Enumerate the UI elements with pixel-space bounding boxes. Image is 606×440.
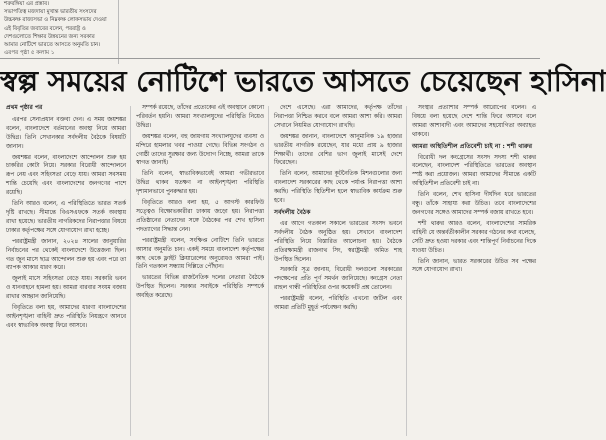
article-column-1 bbox=[6, 104, 126, 440]
text-line: সভাপতিত্ব মজদায়া মুখান্ত ভারতীয় সংসদের bbox=[4, 9, 97, 16]
paragraph: তিনি বলেন, আমাদের কূটনৈতিক মিশনগুলোর জন্য বাংলাদেশ সরকারের কাছ থেকে পর্যাপ্ত নিরাপত্তা আশা করছি। পরিস্থিতি স্থিতিশীল হলে স্বাভাবিক কার্যক্রম শুরু হবে। bbox=[274, 171, 402, 205]
continuation-note: এরপর পৃষ্ঠা ৫ কলাম ১ bbox=[4, 50, 55, 56]
paragraph: এর আগে গতকাল সকালে ভারতের সংসদ ভবনে সর্বদলীয় বৈঠক অনুষ্ঠিত হয়। সেখানে বাংলাদেশ পরিস্থিতি নিয়ে বিস্তারিত আলোচনা হয়। বৈঠকে প্রতিরক্ষামন্ত্রী রাজনাথ সিং, স্বরাষ্ট্রমন্ত্রী অমিত শাহ উপস্থিত ছিলেন। bbox=[274, 220, 402, 263]
article-column-4 bbox=[412, 104, 536, 440]
continuation-label: প্রথম পৃষ্ঠার পর bbox=[6, 104, 43, 111]
paragraph: বিবৃতিতে আরও বলা হয়, ৫ আগস্ট কারফিউ সত্ত্বেও বিক্ষোভকারীরা ঢাকায় জড়ো হয়। নিরাপত্তা প্রতিষ্ঠানের নেতাদের সঙ্গে বৈঠকের পর শেখ হাসিনা পদত্যাগের সিদ্ধান্ত নেন। bbox=[136, 200, 264, 233]
paragraph: পররাষ্ট্রমন্ত্রী বলেন, সংক্ষিপ্ত নোটিশে তিনি ভারতে আসার অনুমতি চান। একই সময়ে বাংলাদেশ কর্তৃপক্ষের কাছ থেকে ফ্লাইট ক্লিয়ারেন্সের অনুরোধও আমরা পাই। তিনি গতকাল সন্ধ্যায় দিল্লিতে পৌঁছান। bbox=[136, 237, 264, 271]
paragraph: তিনি বলেন, শেখ হাসিনা দীর্ঘদিন ধরে ভারতের বন্ধু। তাঁকে সাহায্য করা উচিত। তবে বাংলাদেশের জনগণের সঙ্গেও আমাদের সম্পর্ক বজায় রাখতে হবে। bbox=[412, 192, 536, 216]
text-line: আমার নোটিশে ভারতে আসতে অনুমতি চান। bbox=[4, 42, 101, 49]
section-divider bbox=[0, 58, 540, 59]
previous-article-column bbox=[4, 0, 112, 49]
paragraph: জয়শঙ্কর বলেন, বহু জায়গায় সংখ্যালঘুদের ব্যবসা ও মন্দিরে হামলার খবর পাওয়া গেছে। বিভিন্ন সংগঠন ও গোষ্ঠী তাদের সুরক্ষার জন্য উদ্যোগ নিচ্ছে, আমরা তাকে স্বাগত জানাই। bbox=[136, 133, 264, 167]
previous-article-strip bbox=[0, 0, 540, 66]
text-line: দেশগুলোতে শিক্ষার উন্নয়নের জন্য সরকার bbox=[4, 33, 95, 40]
paragraph: জয়শঙ্কর বলেন, বাংলাদেশে আন্দোলন শুরু হয় চাকরির কোটা নিয়ে। সরকার বিরোধী আন্দোলনে রূপ নেয় এবং সহিংসতা বেড়ে যায়। আমরা সবসময় শান্তি চেয়েছি এবং বাংলাদেশের জনগণের পাশে রয়েছি। bbox=[6, 154, 126, 197]
column-divider bbox=[406, 106, 407, 436]
article-column-3 bbox=[274, 104, 402, 440]
paragraph: জুলাই মাসে সহিংসতা বেড়ে যায়। সরকারি ভবন ও যানবাহনে হামলা হয়। আমরা বারবার সংযম বজায় রাখার আহ্বান জানিয়েছি। bbox=[6, 276, 126, 301]
paragraph: বিবৃতিতে বলা হয়, আমাদের ধারণা বাংলাদেশের আইনশৃঙ্খলা বাহিনী দ্রুত পরিস্থিতি নিয়ন্ত্রণে আনবে এবং স্বাভাবিক অবস্থা ফিরে আসবে। bbox=[6, 305, 126, 329]
paragraph: সরকারি সূত্র জানায়, বিরোধী দলগুলো সরকারের পদক্ষেপের প্রতি পূর্ণ সমর্থন জানিয়েছে। কংগ্রেস নেতা রাহুল গান্ধী পরিস্থিতির ওপর কয়েকটি প্রশ্ন তোলেন। bbox=[274, 267, 402, 292]
paragraph: তিনি আরও বলেন, এ পরিস্থিতিতে ভারত সতর্ক দৃষ্টি রাখছে। সীমান্তে বিএসএফকে সতর্ক অবস্থায় রাখা হয়েছে। ভারতীয় নাগরিকদের নিরাপত্তার বিষয়ে ঢাকার কর্তৃপক্ষের সঙ্গে যোগাযোগ রাখা হচ্ছে। bbox=[6, 201, 126, 234]
paragraph: তিনি জানান, ভারত সরকারের উচিত সব পক্ষের সঙ্গে যোগাযোগ রাখা। bbox=[412, 258, 536, 274]
headline: স্বল্প সময়ের নোটিশে ভারতে আসতে চেয়েছেন হাসিনা bbox=[0, 64, 606, 98]
column-divider bbox=[118, 0, 119, 64]
subheading: আমরা অস্থিতিশীল প্রতিবেশী চাই না : শশী থারুর bbox=[412, 142, 533, 150]
paragraph: পররাষ্ট্রমন্ত্রী জানান, ২০২৪ সালের জানুয়ারির নির্বাচনের পর থেকেই বাংলাদেশে উত্তেজনা ছিল। গত জুন মাসে ছাত্র আন্দোলন শুরু হয় এবং পরে তা ব্যাপক আকার ধারণ করে। bbox=[6, 238, 126, 272]
paragraph: সম্পর্ক রয়েছে, তাঁদের প্রত্যেকের এই অবস্থানে কোনো পরিবর্তন হয়নি। আমরা সংখ্যালঘুদের পরিস্থিতি নিয়েও উদ্বিগ্ন। bbox=[136, 105, 264, 129]
text-line: এই বিবৃতির জবাবের বলেন, পররাষ্ট্র ও bbox=[4, 25, 86, 32]
paragraph: দেশে এসেছে। এরা আমাদের, কর্তৃপক্ষ তাঁদের নিরাপত্তা নিশ্চিত করবে বলে আমরা আশা করি। আমরা সেখানে নিয়মিত যোগাযোগ রাখছি। bbox=[274, 105, 402, 129]
text-line: শরুরঙ্গিয়া এর প্রস্তাব। bbox=[4, 1, 50, 7]
paragraph: ভারতের বিভিন্ন রাজনৈতিক দলের নেতারা বৈঠকে উপস্থিত ছিলেন। সরকার সবাইকে পরিস্থিতি সম্পর্কে অবহিত করেছে। bbox=[136, 275, 264, 300]
paragraph: জয়শঙ্কর জানান, বাংলাদেশে আনুমানিক ১৯ হাজার ভারতীয় নাগরিক রয়েছেন, যার মধ্যে প্রায় ৯ হাজার শিক্ষার্থী। তাদের বেশির ভাগ জুলাই মাসেই দেশে ফিরেছেন। bbox=[274, 133, 402, 167]
subheading: সর্বদলীয় বৈঠক bbox=[274, 208, 311, 216]
text-line: উচ্চকক্ষ রাজ্যসভা ও নিম্নকক্ষ লোকসভায় দেওয়া bbox=[4, 17, 107, 24]
article-body bbox=[0, 104, 540, 440]
paragraph: বিরোধী দল কংগ্রেসের সংসদ সদস্য শশী থারুর বলেছেন, বাংলাদেশ পরিস্থিতিতে ভারতের অবস্থান স্পষ্ট করা প্রয়োজন। আমরা আমাদের সীমান্তে একটি অস্থিতিশীল প্রতিবেশী চাই না। bbox=[412, 154, 536, 188]
column-divider bbox=[130, 106, 131, 436]
paragraph: তিনি বলেন, স্বাভাবিকভাবেই আমরা গভীরভাবে উদ্বিগ্ন থাকব যতক্ষণ না আইনশৃঙ্খলা পরিস্থিতি দৃশ্যমানভাবে পুনরুদ্ধার হয়। bbox=[136, 171, 264, 196]
article-column-2 bbox=[136, 104, 264, 440]
paragraph: এরপর সেনাপ্রধান বক্তব্য দেন। এ সময় জয়শঙ্কর বলেন, বাংলাদেশে বর্তমানের অবস্থা নিয়ে আমরা উদ্বিগ্ন। তিনি সেখানকার সর্বদলীয় বৈঠকে বিষয়টি জানান। bbox=[6, 116, 126, 150]
column-divider bbox=[268, 106, 269, 436]
paragraph: পররাষ্ট্রমন্ত্রী বলেন, পরিস্থিতি এখনো জটিল এবং আমরা প্রতিটি মুহূর্ত পর্যবেক্ষণ করছি। bbox=[274, 296, 402, 312]
paragraph: সংস্থার প্রত্যাশার সম্পর্ক আরোপের বলেন। এ বিষয়ে বলা হয়েছে দেশে শান্তি ফিরে আসবে বলে আমরা আশাবাদী এবং আমাদের সহযোগিতা অব্যাহত থাকবে। bbox=[412, 105, 536, 138]
paragraph: শশী থারুর আরও বলেন, বাংলাদেশের সামরিক বাহিনী যে অন্তর্বর্তীকালীন সরকার গঠনের কথা বলেছে, সেটি দ্রুত হওয়া দরকার এবং শান্তিপূর্ণ নির্বাচনের দিকে যাওয়া উচিত। bbox=[412, 220, 536, 254]
